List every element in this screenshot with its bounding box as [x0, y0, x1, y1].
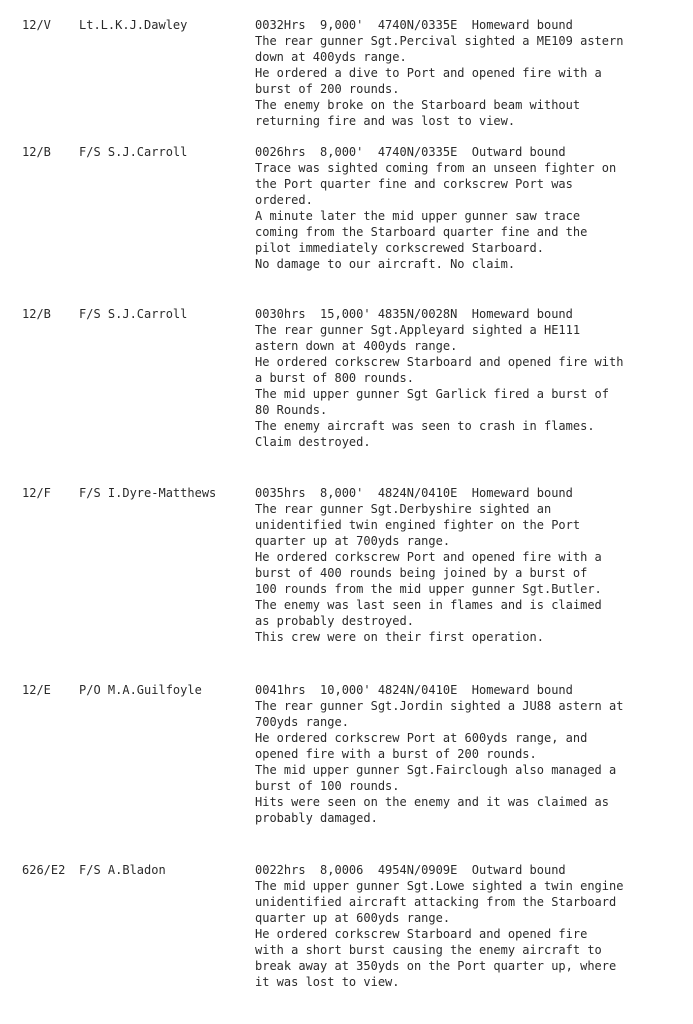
report-line: The mid upper gunner Sgt Garlick fired a burst of	[255, 387, 610, 401]
aircraft-code: 12/E	[22, 683, 51, 697]
report-line: He ordered corkscrew Port and opened fire with a	[255, 550, 602, 564]
report-line: Trace was sighted coming from an unseen fighter on	[255, 161, 617, 175]
report-line: The rear gunner Sgt.Percival sighted a ME109 astern	[255, 34, 624, 48]
report-line: opened fire with a burst of 200 rounds.	[255, 747, 537, 761]
report-line: quarter up at 700yds range.	[255, 534, 451, 548]
aircraft-code: 626/E2	[22, 863, 66, 877]
report-text	[255, 682, 685, 826]
report-line: The mid upper gunner Sgt.Lowe sighted a twin engine	[255, 879, 624, 893]
report-line: The enemy aircraft was seen to crash in flames.	[255, 419, 595, 433]
report-line: 0026hrs 8,000' 4740N/0335E Outward bound	[255, 145, 566, 159]
report-line: He ordered corkscrew Port at 600yds range, and	[255, 731, 588, 745]
report-line: He ordered corkscrew Starboard and opened fire with	[255, 355, 624, 369]
aircraft-code: 12/B	[22, 145, 51, 159]
report-line: The mid upper gunner Sgt.Fairclough also managed a	[255, 763, 617, 777]
report-line: it was lost to view.	[255, 975, 400, 989]
report-line: 0032Hrs 9,000' 4740N/0335E Homeward bound	[255, 18, 573, 32]
report-line: He ordered corkscrew Starboard and opened fire	[255, 927, 588, 941]
report-line: burst of 100 rounds.	[255, 779, 400, 793]
report-line: 80 Rounds.	[255, 403, 328, 417]
report-line: down at 400yds range.	[255, 50, 407, 64]
report-line: ordered.	[255, 193, 313, 207]
report-line: No damage to our aircraft. No claim.	[255, 257, 516, 271]
report-line: pilot immediately corkscrewed Starboard.	[255, 241, 544, 255]
report-line: 0022hrs 8,0006 4954N/0909E Outward bound	[255, 863, 566, 877]
report-line: astern down at 400yds range.	[255, 339, 458, 353]
report-line: Claim destroyed.	[255, 435, 371, 449]
report-line: burst of 400 rounds being joined by a burst of	[255, 566, 588, 580]
report-line: break away at 350yds on the Port quarter up, where	[255, 959, 617, 973]
report-line: 0030hrs 15,000' 4835N/0028N Homeward bound	[255, 307, 573, 321]
report-line: A minute later the mid upper gunner saw trace	[255, 209, 581, 223]
report-line: 0041hrs 10,000' 4824N/0410E Homeward bound	[255, 683, 573, 697]
report-line: probably damaged.	[255, 811, 378, 825]
report-line: The rear gunner Sgt.Appleyard sighted a HE111	[255, 323, 581, 337]
report-line: 700yds range.	[255, 715, 349, 729]
pilot-name: F/S I.Dyre-Matthews	[79, 486, 217, 500]
report-line: Hits were seen on the enemy and it was claimed as	[255, 795, 610, 809]
report-text	[255, 485, 685, 645]
report-text	[255, 17, 685, 129]
pilot-name: F/S S.J.Carroll	[79, 145, 188, 159]
report-line: The enemy was last seen in flames and is claimed	[255, 598, 602, 612]
pilot-name: F/S S.J.Carroll	[79, 307, 188, 321]
report-line: The enemy broke on the Starboard beam without	[255, 98, 581, 112]
report-line: unidentified twin engined fighter on the Port	[255, 518, 581, 532]
report-line: the Port quarter fine and corkscrew Port was	[255, 177, 573, 191]
report-line: with a short burst causing the enemy aircraft to	[255, 943, 602, 957]
report-line: returning fire and was lost to view.	[255, 114, 516, 128]
report-line: a burst of 800 rounds.	[255, 371, 414, 385]
report-line: unidentified aircraft attacking from the Starboard	[255, 895, 617, 909]
aircraft-code: 12/F	[22, 486, 51, 500]
report-text	[255, 306, 685, 450]
pilot-name: Lt.L.K.J.Dawley	[79, 18, 188, 32]
report-line: quarter up at 600yds range.	[255, 911, 451, 925]
report-line: burst of 200 rounds.	[255, 82, 400, 96]
pilot-name: P/O M.A.Guilfoyle	[79, 683, 202, 697]
report-line: 0035hrs 8,000' 4824N/0410E Homeward bound	[255, 486, 573, 500]
report-line: coming from the Starboard quarter fine and the	[255, 225, 588, 239]
aircraft-code: 12/B	[22, 307, 51, 321]
report-text	[255, 862, 685, 990]
report-line: This crew were on their first operation.	[255, 630, 544, 644]
report-line: as probably destroyed.	[255, 614, 414, 628]
report-line: The rear gunner Sgt.Derbyshire sighted an	[255, 502, 552, 516]
report-line: The rear gunner Sgt.Jordin sighted a JU88 astern at	[255, 699, 624, 713]
report-text	[255, 144, 685, 272]
aircraft-code: 12/V	[22, 18, 51, 32]
pilot-name: F/S A.Bladon	[79, 863, 166, 877]
report-line: 100 rounds from the mid upper gunner Sgt.Butler.	[255, 582, 602, 596]
report-line: He ordered a dive to Port and opened fire with a	[255, 66, 602, 80]
